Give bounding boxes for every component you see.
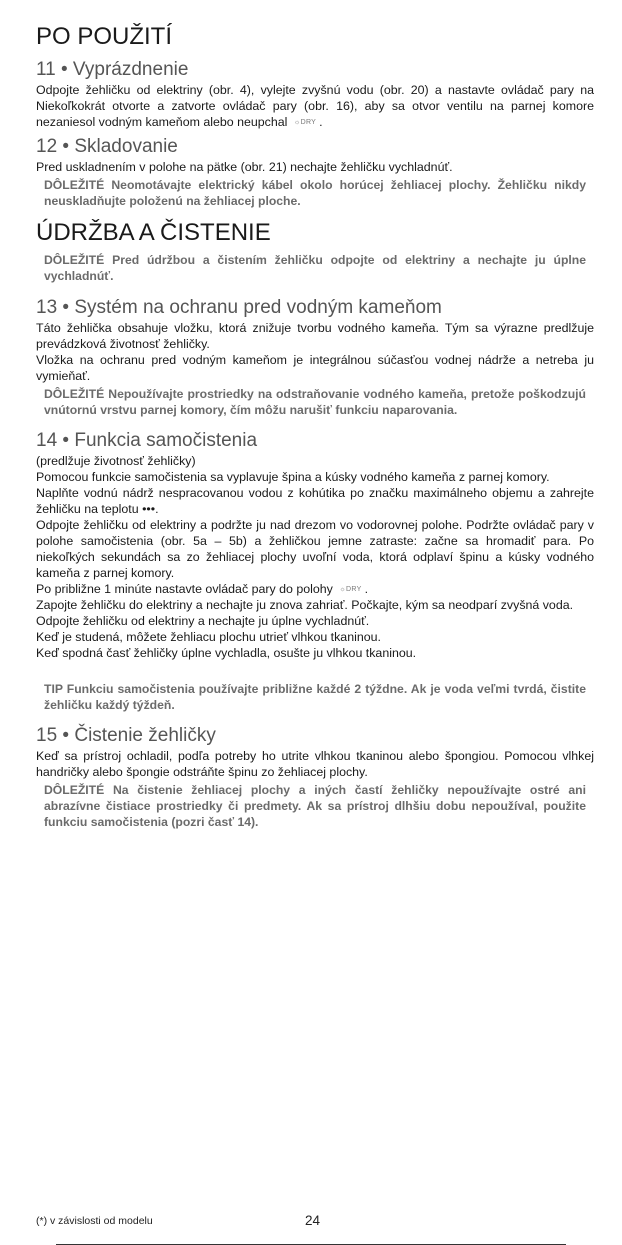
cleaning-text: Keď sa prístroj ochladil, podľa potreby ho utrite vlhkou tkaninou alebo špongiou. Pomocou vlhkej handričky alebo špongie odstráňte špinu zo žehliacej plochy. — [36, 749, 594, 779]
title-maintenance: ÚDRŽBA A ČISTENIE — [36, 219, 271, 246]
self-clean-p3: Naplňte vodnú nádrž nespracovanou vodou z kohútika po značku maximálneho objemu a zahrejte žehličku na teplotu •••. — [36, 486, 594, 516]
self-clean-p9: Keď spodná časť žehličky úplne vychladla, osušte ju vlhkou tkaninou. — [36, 646, 417, 660]
self-clean-p2: Pomocou funkcie samočistenia sa vyplavuje špina a kúsky vodného kameňa z parnej komory. — [36, 470, 550, 484]
heading-scale-system: 13 • Systém na ochranu pred vodným kameňom — [36, 297, 442, 318]
self-clean-p1: (predlžuje životnosť žehličky) — [36, 454, 196, 468]
storage-text: Pred uskladnením v polohe na pätke (obr. 21) nechajte žehličku vychladnúť. — [36, 160, 453, 174]
self-clean-p8: Keď je studená, môžete žehliacu plochu utrieť vlhkou tkaninou. — [36, 630, 381, 644]
title-after-use: PO POUŽITÍ — [36, 23, 173, 50]
draining-text: Odpojte žehličku od elektriny (obr. 4), vylejte zvyšnú vodu (obr. 20) a nastavte ovládač pary na Niekoľkokrát otvorte a zatvorte ovládač pary (obr. 16), aby sa otvor ventilu na parnej komore nezaniesol vodným kameňom alebo neupchal ☼DRY . — [36, 83, 594, 129]
heading-self-clean: 14 • Funkcia samočistenia — [36, 430, 258, 451]
self-clean-p6: Zapojte žehličku do elektriny a nechajte ju znova zahriať. Počkajte, kým sa neodparí zvyšná voda. — [36, 598, 574, 612]
self-clean-tip: TIP Funkciu samočistenia používajte približne každé 2 týždne. Ak je voda veľmi tvrdá, čistite žehličku každý týždeň. — [44, 682, 586, 712]
footnote: (*) v závislosti od modelu — [36, 1215, 153, 1227]
scale-system-p2: Vložka na ochranu pred vodným kameňom je integrálnou súčasťou vodnej nádrže a netreba ju vymieňať. — [36, 353, 594, 383]
self-clean-p7: Odpojte žehličku od elektriny a nechajte ju úplne vychladnúť. — [36, 614, 370, 628]
dry-symbol-icon: ☼DRY — [339, 585, 362, 593]
scale-system-note: DÔLEŽITÉ Nepoužívajte prostriedky na odstraňovanie vodného kameňa, pretože poškodzujú vnútornú vrstvu parnej komory, čím môžu narušiť funkciu naparovania. — [44, 387, 586, 417]
heading-storage: 12 • Skladovanie — [36, 136, 178, 157]
self-clean-p5: Po približne 1 minúte nastavte ovládač pary do polohy ☼DRY . — [36, 582, 369, 596]
maintenance-note: DÔLEŽITÉ Pred údržbou a čistením žehličku odpojte od elektriny a nechajte ju úplne vychladnúť. — [44, 253, 586, 283]
storage-note: DÔLEŽITÉ Neomotávajte elektrický kábel okolo horúcej žehliacej plochy. Žehličku nikdy neuskladňujte položenú na žehliacej ploche. — [44, 178, 586, 208]
page-number: 24 — [305, 1213, 321, 1228]
self-clean-p4: Odpojte žehličku od elektriny a podržte ju nad drezom vo vodorovnej polohe. Podržte ovládač pary v polohe samočistenia (obr. 5a – 5b) a žehličkou jemne zatraste: začne sa hromadiť para. Po niekoľkých sekundách sa zo žehliacej plochy uvoľní voda, ktorá odplaví špinu a kúsky vodného kameňa z parnej komory. — [36, 518, 594, 580]
dry-symbol-icon: ☼DRY — [293, 118, 317, 126]
heading-draining: 11 • Vyprázdnenie — [36, 59, 189, 80]
manual-page — [36, 22, 594, 830]
heading-cleaning: 15 • Čistenie žehličky — [36, 725, 216, 746]
cleaning-note: DÔLEŽITÉ Na čistenie žehliacej plochy a iných častí žehličky nepoužívajte ostré ani abrazívne čistiace prostriedky či predmety. Ak sa prístroj dlhšiu dobu nepoužíval, použite funkciu samočistenia (pozri časť 14). — [44, 783, 586, 829]
scale-system-p1: Táto žehlička obsahuje vložku, ktorá znižuje tvorbu vodného kameňa. Tým sa výrazne predlžuje prevádzková životnosť žehličky. — [36, 321, 594, 351]
